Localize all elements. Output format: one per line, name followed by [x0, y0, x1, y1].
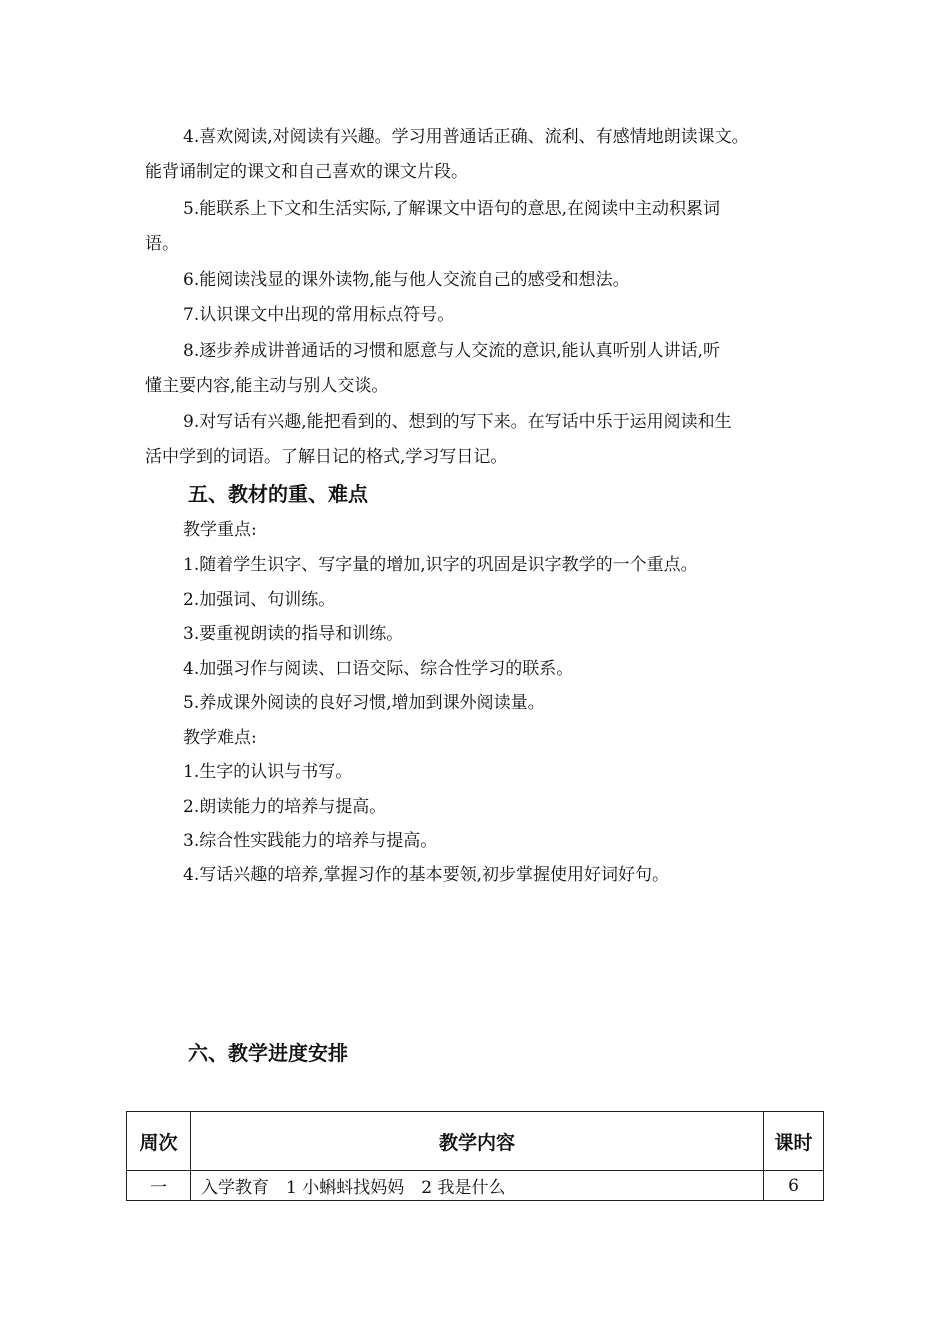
difficult-point-item: 1.生字的认识与书写。 [183, 762, 353, 782]
paragraph-8-line-1: 8.逐步养成讲普通话的习惯和愿意与人交流的意识,能认真听别人讲话,听 [183, 341, 721, 361]
table-row [127, 1171, 824, 1201]
key-point-item: 3.要重视朗读的指导和训练。 [183, 624, 404, 644]
header-hours: 课时 [764, 1112, 824, 1171]
cell-content-text: 入学教育 1 小蝌蚪找妈妈 2 我是什么 [201, 1178, 506, 1198]
difficult-points-label: 教学难点: [183, 728, 257, 748]
key-point-item: 1.随着学生识字、写字量的增加,识字的巩固是识字教学的一个重点。 [183, 555, 698, 575]
key-point-item: 2.加强词、句训练。 [183, 590, 336, 610]
paragraph-4-line-1: 4.喜欢阅读,对阅读有兴趣。学习用普通话正确、流利、有感情地朗读课文。 [183, 127, 749, 147]
paragraph-9-line-1: 9.对写话有兴趣,能把看到的、想到的写下来。在写话中乐于运用阅读和生 [183, 412, 732, 432]
header-week: 周次 [127, 1112, 191, 1171]
paragraph-7: 7.认识课文中出现的常用标点符号。 [183, 305, 455, 325]
difficult-point-item: 2.朗读能力的培养与提高。 [183, 797, 387, 817]
key-point-item: 5.养成课外阅读的良好习惯,增加到课外阅读量。 [183, 693, 545, 713]
paragraph-5-line-1: 5.能联系上下文和生活实际,了解课文中语句的意思,在阅读中主动积累词 [183, 199, 721, 219]
paragraph-8-line-2: 懂主要内容,能主动与别人交谈。 [145, 376, 389, 396]
header-content: 教学内容 [191, 1112, 764, 1171]
section-6-heading: 六、教学进度安排 [188, 1041, 348, 1065]
paragraph-6: 6.能阅读浅显的课外读物,能与他人交流自己的感受和想法。 [183, 270, 630, 290]
difficult-point-item: 4.写话兴趣的培养,掌握习作的基本要领,初步掌握使用好词好句。 [183, 865, 670, 885]
paragraph-9-line-2: 活中学到的词语。了解日记的格式,学习写日记。 [145, 447, 508, 467]
key-point-item: 4.加强习作与阅读、口语交际、综合性学习的联系。 [183, 659, 574, 679]
cell-content [191, 1171, 764, 1201]
paragraph-4-line-2: 能背诵制定的课文和自己喜欢的课文片段。 [145, 162, 468, 182]
schedule-table [126, 1111, 824, 1201]
section-5-heading: 五、教材的重、难点 [188, 482, 368, 506]
cell-hours: 6 [764, 1171, 824, 1201]
difficult-point-item: 3.综合性实践能力的培养与提高。 [183, 831, 438, 851]
table-header-row [127, 1112, 824, 1171]
key-points-label: 教学重点: [183, 520, 257, 540]
paragraph-5-line-2: 语。 [145, 234, 179, 254]
cell-week: 一 [127, 1171, 191, 1201]
